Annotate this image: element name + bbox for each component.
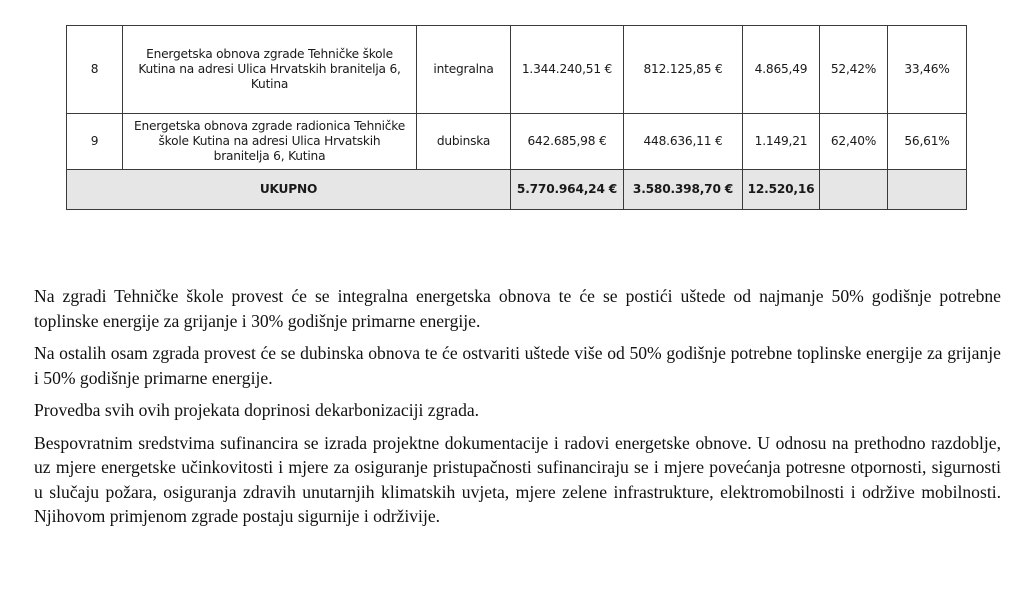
grant-value: 812.125,85 € [624,26,743,114]
total-value: 642.685,98 € [511,114,624,170]
renovation-type: integralna [417,26,511,114]
area: 4.865,49 [743,26,820,114]
paragraph-decarbonization: Provedba svih ovih projekata doprinosi dekarbonizaciji zgrada. [34,400,480,420]
renovation-type: dubinska [417,114,511,170]
total-label: UKUPNO [67,170,511,210]
grant-value: 448.636,11 € [624,114,743,170]
row-number: 8 [67,26,123,114]
total-area: 12.520,16 [743,170,820,210]
row-number: 9 [67,114,123,170]
heat-savings-percent: 62,40% [820,114,888,170]
primary-savings-percent: 56,61% [888,114,967,170]
paragraph-deep-renovation: Na ostalih osam zgrada provest će se dubinska obnova te će ostvariti uštede više od 50% godišnje potrebne toplinske energije za grijanje i 50% godišnje primarne energije. [34,343,1001,388]
table-total-row [67,170,967,210]
total-primary-savings [888,170,967,210]
total-grant-value: 3.580.398,70 € [624,170,743,210]
project-description: Energetska obnova zgrade Tehničke škole Kutina na adresi Ulica Hrvatskih branitelja 6, Kutina [123,26,417,114]
total-heat-savings [820,170,888,210]
area: 1.149,21 [743,114,820,170]
body-text [34,284,1001,537]
table-row [67,26,967,114]
total-sum-value: 5.770.964,24 € [511,170,624,210]
table-row [67,114,967,170]
primary-savings-percent: 33,46% [888,26,967,114]
paragraph-grant-funding: Bespovratnim sredstvima sufinancira se izrada projektne dokumentacije i radovi energetske obnove. U odnosu na prethodno razdoblje, uz mjere energetske učinkovitosti i mjere za osiguranje pristupačnosti sufinanciraju se i mjere povećanja potresne otpornosti, sigurnosti u slučaju požara, osiguranja zdravih unutarnjih klimatskih uvjeta, mjere zelene infrastrukture, elektromobilnosti i održive mobilnosti. Njihovom primjenom zgrade postaju sigurnije i održivije. [34,432,1001,526]
heat-savings-percent: 52,42% [820,26,888,114]
total-value: 1.344.240,51 € [511,26,624,114]
paragraph-integral-renovation: Na zgradi Tehničke škole provest će se integralna energetska obnova te će se postići uštede od najmanje 50% godišnje potrebne toplinske energije za grijanje i 30% godišnje primarne energije. [34,286,1001,331]
project-description: Energetska obnova zgrade radionica Tehničke škole Kutina na adresi Ulica Hrvatskih branitelja 6, Kutina [123,114,417,170]
projects-table [66,25,967,210]
